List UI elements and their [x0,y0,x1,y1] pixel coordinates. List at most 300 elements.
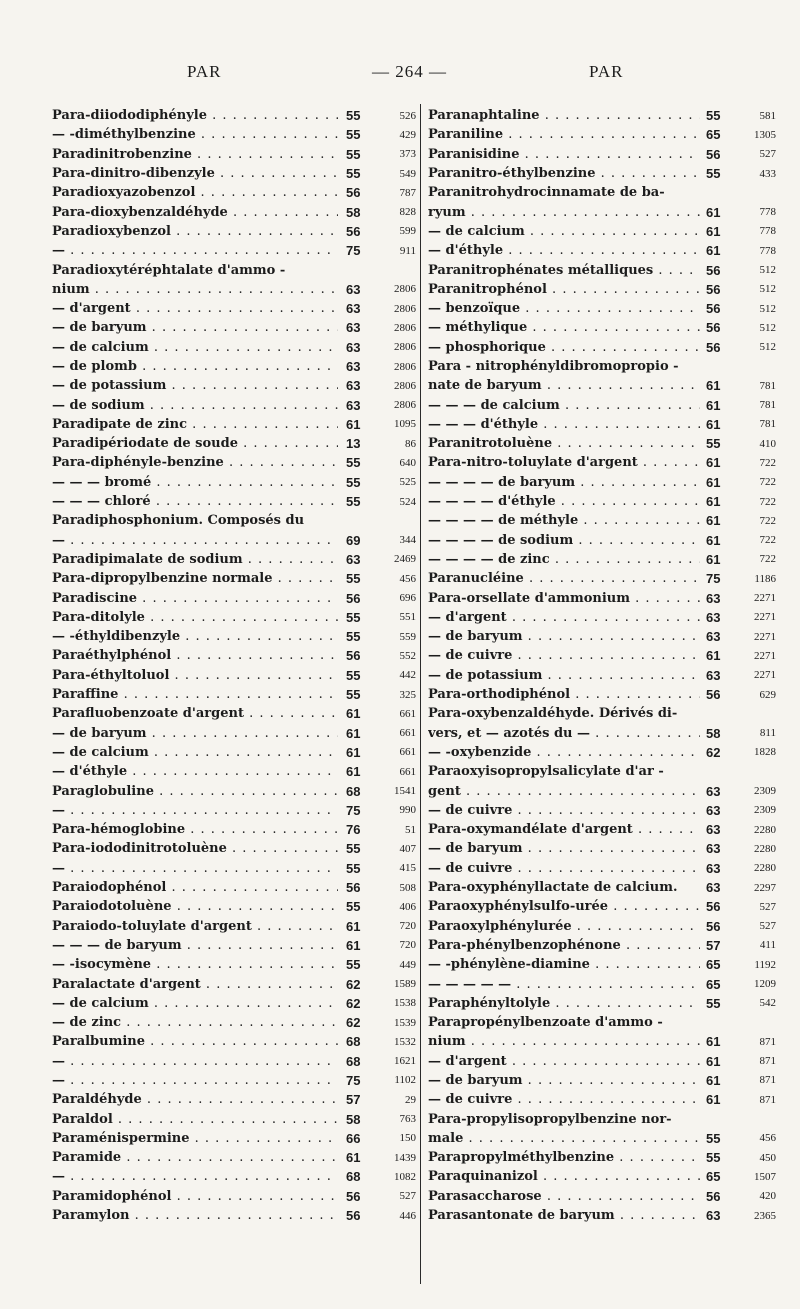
index-entry [428,801,776,820]
index-entry [52,859,416,878]
entry-name: — d'argent . . . [428,610,700,625]
entry-volume: 65 [706,1169,721,1185]
index-entry [52,781,416,800]
entry-name: — . . . [52,1073,338,1088]
entry-name: Paraéthylphénol . . . [52,648,338,663]
entry-volume: 56 [346,1188,361,1204]
entry-volume: 63 [346,378,361,394]
entry-name: — . . . [52,1169,338,1184]
entry-volume: 55 [346,571,361,587]
entry-volume: 61 [706,223,721,239]
entry-volume: 55 [346,629,361,645]
index-entry [428,859,776,878]
entry-name: Para-orthodiphénol . . . [428,687,700,702]
entry-name: Para-ditolyle . . . [52,610,338,625]
entry-volume: 61 [346,725,361,741]
entry-volume: 56 [706,262,721,278]
index-entry [52,704,416,723]
entry-name: Paralbumine . . . [52,1034,338,1049]
entry-volume: 61 [706,455,721,471]
entry-volume: 55 [346,127,361,143]
entry-volume: 63 [346,359,361,374]
entry-page: 450 [759,1151,776,1164]
index-entry [52,762,416,781]
entry-volume: 55 [346,899,361,915]
entry-page: 1507 [754,1170,776,1183]
index-entry [428,820,776,839]
entry-name: Para - nitrophényldibromopropio - [428,359,679,374]
index-entry [52,839,416,858]
entry-page: 542 [759,997,776,1010]
entry-name: — de calcium . . . [428,224,700,239]
entry-name: — — — d'éthyle . . . [428,417,700,432]
entry-name: nium . . . [52,282,338,297]
entry-name: Paraiodotoluène . . . [52,899,338,914]
index-entry [52,145,416,164]
entry-volume: 56 [706,687,721,703]
entry-volume: 56 [346,648,361,664]
index-entry [428,1052,776,1071]
index-entry [52,1109,416,1128]
entry-volume: 55 [346,474,361,490]
entry-page: 549 [399,167,416,180]
entry-page: 446 [399,1209,416,1222]
entry-page: 720 [399,920,416,933]
entry-name: Paramide . . . [52,1150,338,1165]
entry-page: 552 [399,649,416,662]
index-entry [52,897,416,916]
entry-page: 778 [759,206,776,219]
index-entry [428,376,776,395]
entry-volume: 61 [706,1053,721,1069]
index-entry [52,492,416,511]
entry-page: 661 [399,746,416,759]
entry-name: nate de baryum . . . [428,378,700,393]
entry-page: 512 [759,283,776,296]
index-entry [428,743,776,762]
index-entry [428,164,776,183]
entry-name: — de baryum . . . [428,841,700,856]
index-entry [428,1187,776,1206]
index-entry [428,666,776,685]
index-entry [428,550,776,569]
entry-volume: 63 [706,841,721,857]
entry-name: Paradioxyazobenzol . . . [52,185,338,200]
entry-page: 512 [759,341,776,354]
header-left: PAR [187,62,222,81]
entry-name: Paranitro-éthylbenzine . . . [428,166,700,181]
index-entry [428,936,776,955]
entry-volume: 61 [706,397,721,413]
entry-page: 661 [399,765,416,778]
page-number: — 264 — [372,62,447,81]
entry-page: 2271 [754,669,776,682]
entry-name: Para-oxyphényllactate de calcium. [428,880,678,896]
entry-name: Paralactate d'argent . . . [52,977,338,992]
entry-volume: 63 [706,609,721,625]
entry-page: 1305 [754,128,776,141]
entry-volume: 61 [706,494,721,510]
entry-volume: 56 [706,301,721,317]
entry-name: — de cuivre . . . [428,648,700,663]
entry-volume: 56 [346,880,361,896]
index-entry [428,897,776,916]
entry-volume: 55 [346,108,361,124]
entry-page: 2469 [394,553,416,566]
entry-name: — — — — de baryum . . . [428,475,700,490]
index-entry [428,338,776,357]
index-entry [428,183,776,202]
entry-page: 1192 [754,958,776,971]
entry-volume: 56 [706,899,721,915]
entry-page: 1539 [394,1016,416,1029]
entry-page: 86 [405,437,416,450]
index-entry [428,280,776,299]
entry-name: — de plomb . . . [52,359,338,374]
index-entry [52,531,416,550]
index-entry [52,125,416,144]
entry-page: 2806 [394,341,416,354]
index-entry [52,608,416,627]
entry-volume: 61 [706,243,721,259]
index-entry [428,145,776,164]
entry-page: 1095 [394,418,416,431]
index-entry [428,1129,776,1148]
entry-volume: 75 [706,571,721,587]
entry-name: — phosphorique . . . [428,340,700,355]
entry-page: 1532 [394,1035,416,1048]
entry-name: — — — — de zinc . . . [428,552,700,567]
entry-page: 527 [399,1190,416,1203]
entry-page: 811 [759,727,776,740]
index-entry [52,550,416,569]
index-entry [52,627,416,646]
entry-page: 51 [405,823,416,836]
index-entry [52,395,416,414]
page-header [0,62,800,90]
entry-name: Paraphényltolyle . . . [428,996,700,1011]
index-entry [428,1206,776,1225]
index-entry [52,994,416,1013]
index-entry [428,916,776,935]
entry-name: — de calcium . . . [52,340,338,355]
entry-name: — . . . [52,803,338,818]
entry-name: Paramylon . . . [52,1208,338,1223]
entry-volume: 55 [346,687,361,703]
entry-page: 778 [759,244,776,257]
entry-name: ryum . . . [428,205,700,220]
entry-page: 599 [399,225,416,238]
entry-name: Paranitrophénol . . . [428,282,700,297]
entry-page: 781 [759,379,776,392]
entry-name: — de baryum . . . [52,726,338,741]
index-entry [52,1032,416,1051]
entry-volume: 55 [346,455,361,471]
entry-page: 344 [399,534,416,547]
column-divider [420,104,421,1284]
index-entry [428,627,776,646]
entry-name: Paranitrophénates métalliques . . . [428,263,700,278]
entry-volume: 61 [706,532,721,548]
index-entry [52,936,416,955]
entry-volume: 55 [706,108,721,124]
entry-name: — -phénylène-diamine . . . [428,957,700,972]
entry-volume: 68 [346,1034,361,1050]
entry-volume: 61 [346,744,361,760]
entry-volume: 56 [346,1208,361,1224]
index-entry [428,106,776,125]
entry-page: 661 [399,727,416,740]
index-entry [52,1206,416,1225]
entry-page: 990 [399,804,416,817]
entry-page: 2365 [754,1209,776,1222]
entry-page: 527 [759,920,776,933]
entry-name: Paradiscine . . . [52,591,338,606]
entry-name: — de calcium . . . [52,996,338,1011]
entry-page: 2806 [394,379,416,392]
entry-page: 2806 [394,283,416,296]
entry-volume: 55 [706,1150,721,1166]
entry-page: 2271 [754,592,776,605]
entry-page: 828 [399,206,416,219]
entry-name: Paraglobuline . . . [52,784,338,799]
index-entry [428,453,776,472]
entry-name: — benzoïque . . . [428,301,700,316]
entry-name: — de baryum . . . [428,629,700,644]
entry-name: — d'argent . . . [52,301,338,316]
index-entry [52,511,416,530]
index-entry [428,125,776,144]
index-entry [52,318,416,337]
entry-page: 411 [759,939,776,952]
entry-volume: 61 [706,416,721,432]
entry-page: 2309 [754,785,776,798]
index-entry [52,1013,416,1032]
index-entry [52,299,416,318]
index-entry [428,685,776,704]
entry-name: Para-phénylbenzophénone . . . [428,938,700,953]
entry-volume: 61 [346,706,361,722]
entry-name: Para-éthyltoluol . . . [52,668,338,683]
entry-volume: 55 [346,860,361,876]
index-entry [428,241,776,260]
entry-page: 525 [399,476,416,489]
index-entry [52,685,416,704]
entry-volume: 62 [346,976,361,992]
entry-page: 373 [399,148,416,161]
entry-name: — -oxybenzide . . . [428,745,700,760]
entry-name: — . . . [52,243,338,258]
entry-name: Parafluobenzoate d'argent . . . [52,706,338,721]
entry-page: 661 [399,707,416,720]
entry-volume: 75 [346,802,361,818]
entry-name: Parasaccharose . . . [428,1189,700,1204]
entry-name: Paradipimalate de sodium . . . [52,552,338,567]
index-entry [428,781,776,800]
entry-volume: 56 [706,146,721,162]
entry-volume: 63 [706,822,721,838]
entry-volume: 55 [346,146,361,162]
entry-page: 1538 [394,997,416,1010]
entry-name: Paranisidine . . . [428,147,700,162]
entry-volume: 61 [346,1150,361,1166]
entry-page: 1439 [394,1151,416,1164]
index-entry [52,1129,416,1148]
entry-page: 527 [759,148,776,161]
entry-name: Paraldol . . . [52,1112,338,1127]
index-entry [428,415,776,434]
entry-volume: 63 [346,320,361,336]
index-entry [428,1071,776,1090]
entry-page: 2271 [754,611,776,624]
entry-page: 2806 [394,302,416,315]
entry-name: nium . . . [428,1034,700,1049]
entry-volume: 75 [346,243,361,259]
entry-volume: 58 [346,1111,361,1127]
entry-volume: 76 [346,822,361,838]
entry-volume: 66 [346,1130,361,1146]
entry-name: Paraldéhyde . . . [52,1092,338,1107]
entry-name: Paraiodo-toluylate d'argent . . . [52,919,338,934]
index-entry [52,164,416,183]
index-entry [52,338,416,357]
entry-name: Paradioxytéréphtalate d'ammo - [52,262,286,278]
entry-volume: 56 [706,339,721,355]
entry-page: 2280 [754,823,776,836]
entry-volume: 63 [706,880,721,896]
entry-page: 1541 [394,785,416,798]
right-column [428,106,776,1225]
entry-volume: 63 [346,281,361,297]
entry-volume: 63 [706,783,721,799]
entry-page: 508 [399,881,416,894]
entry-name: Paranucléine . . . [428,571,700,586]
entry-page: 449 [399,958,416,971]
entry-volume: 62 [346,995,361,1011]
index-entry [428,878,776,897]
entry-name: male . . . [428,1131,700,1146]
entry-name: Para-nitro-toluylate d'argent . . . [428,455,700,470]
entry-volume: 61 [346,937,361,953]
entry-page: 2806 [394,321,416,334]
index-entry [428,1032,776,1051]
entry-page: 456 [759,1132,776,1145]
entry-volume: 68 [346,1053,361,1069]
entry-volume: 65 [706,957,721,973]
entry-name: Paraoxylphénylurée . . . [428,919,700,934]
entry-name: Parapropénylbenzoate d'ammo - [428,1015,663,1031]
entry-page: 1082 [394,1170,416,1183]
entry-name: Paradinitrobenzine . . . [52,147,338,162]
entry-name: — — — — de méthyle . . . [428,513,700,528]
entry-name: Paraoxyisopropylsalicylate d'ar - [428,764,664,780]
entry-volume: 61 [706,1072,721,1088]
entry-page: 911 [399,244,416,257]
entry-name: — de zinc . . . [52,1015,338,1030]
entry-volume: 56 [346,185,361,201]
entry-volume: 55 [346,494,361,510]
entry-page: 29 [405,1093,416,1106]
entry-name: Para-oxybenzaldéhyde. Dérivés di- [428,706,678,722]
entry-name: gent . . . [428,784,700,799]
entry-page: 871 [759,1074,776,1087]
index-entry [428,357,776,376]
index-entry [52,724,416,743]
entry-name: Para-dioxybenzaldéhyde . . . [52,205,338,220]
entry-page: 420 [759,1190,776,1203]
entry-page: 512 [759,264,776,277]
entry-page: 559 [399,630,416,643]
entry-page: 1102 [394,1074,416,1087]
entry-name: Paraniline . . . [428,127,700,142]
entry-name: — — — — — . . . [428,977,700,992]
index-entry [52,820,416,839]
entry-volume: 63 [346,551,361,567]
entry-volume: 58 [706,725,721,741]
index-entry [428,222,776,241]
index-entry [52,569,416,588]
entry-name: — de cuivre . . . [428,803,700,818]
entry-volume: 63 [706,1208,721,1224]
index-entry [52,1167,416,1186]
index-entry [52,434,416,453]
entry-volume: 63 [706,802,721,818]
entry-page: 763 [399,1113,416,1126]
entry-volume: 62 [706,744,721,760]
entry-page: 722 [759,495,776,508]
entry-name: Para-propylisopropylbenzine nor- [428,1111,672,1127]
entry-volume: 55 [706,1130,721,1146]
index-entry [52,415,416,434]
entry-name: — . . . [52,1054,338,1069]
entry-page: 2280 [754,842,776,855]
entry-page: 722 [759,514,776,527]
entry-page: 524 [399,495,416,508]
entry-name: Paraffine . . . [52,687,338,702]
index-entry [428,646,776,665]
entry-page: 1828 [754,746,776,759]
entry-name: Paraiodophénol . . . [52,880,338,895]
entry-page: 720 [399,939,416,952]
index-entry [428,588,776,607]
entry-page: 512 [759,321,776,334]
entry-volume: 61 [346,918,361,934]
entry-name: Paraquinanizol . . . [428,1169,700,1184]
entry-volume: 61 [706,648,721,664]
entry-name: — de potassium . . . [52,378,338,393]
entry-page: 433 [759,167,776,180]
entry-page: 871 [759,1093,776,1106]
entry-volume: 55 [706,995,721,1011]
entry-page: 781 [759,418,776,431]
entry-page: 2309 [754,804,776,817]
entry-page: 781 [759,399,776,412]
entry-volume: 56 [706,281,721,297]
entry-volume: 13 [346,436,361,452]
entry-page: 2271 [754,649,776,662]
entry-page: 1621 [394,1055,416,1068]
index-entry [428,511,776,530]
left-column [52,106,416,1225]
entry-volume: 56 [706,918,721,934]
index-entry [52,376,416,395]
index-entry [428,724,776,743]
entry-name: Para-dipropylbenzine normale . . . [52,571,338,586]
entry-page: 551 [399,611,416,624]
index-entry [52,974,416,993]
entry-volume: 61 [346,416,361,432]
entry-page: 778 [759,225,776,238]
